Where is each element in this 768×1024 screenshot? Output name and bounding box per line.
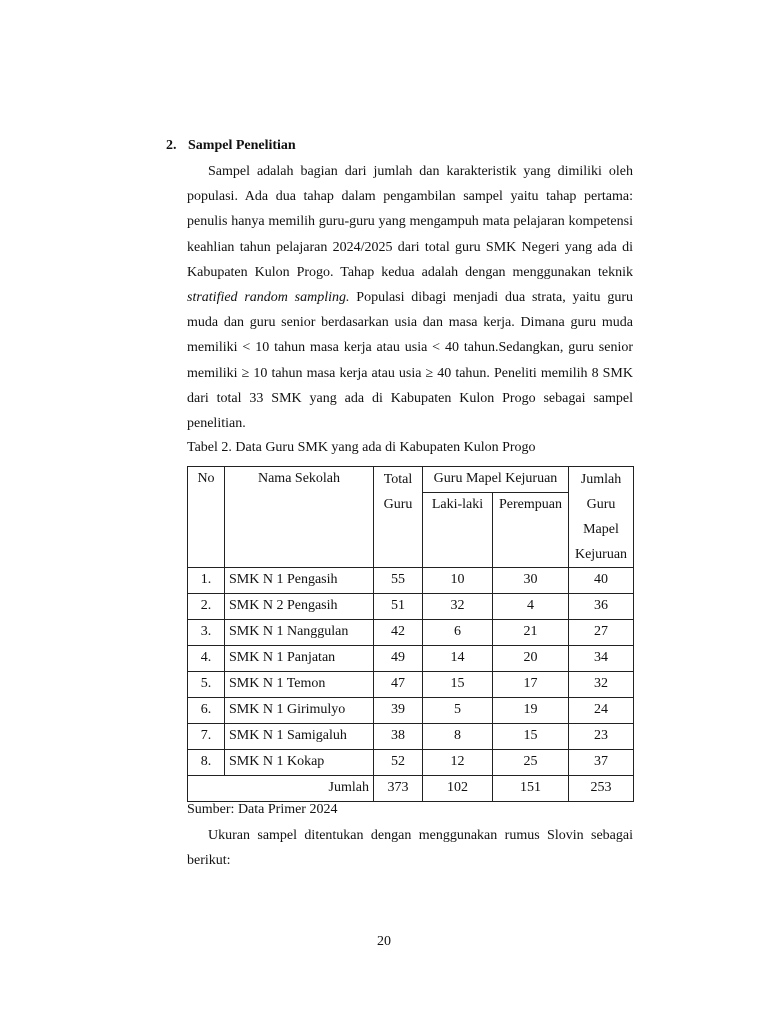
header-no: No — [188, 467, 225, 568]
cell-school: SMK N 1 Kokap — [225, 750, 374, 776]
section-title: Sampel Penelitian — [188, 138, 296, 153]
table-total-row — [188, 776, 634, 802]
cell-total: 49 — [374, 646, 423, 672]
header-female: Perempuan — [493, 493, 569, 568]
header-male: Laki-laki — [423, 493, 493, 568]
paragraph-line: muda dan guru senior berdasarkan usia dan masa kerja. Dimana guru muda — [187, 315, 633, 331]
total-male: 102 — [423, 776, 493, 802]
cell-female: 20 — [493, 646, 569, 672]
cell-no: 1. — [188, 568, 225, 594]
cell-school: SMK N 1 Samigaluh — [225, 724, 374, 750]
paragraph-line-rest: Populasi dibagi menjadi dua strata, yaitu guru — [356, 289, 633, 305]
cell-sum: 37 — [569, 750, 634, 776]
cell-male: 12 — [423, 750, 493, 776]
header-group: Guru Mapel Kejuruan — [423, 467, 569, 493]
cell-no: 2. — [188, 594, 225, 620]
paragraph-sample-definition — [187, 159, 633, 436]
cell-sum: 24 — [569, 698, 634, 724]
cell-school: SMK N 1 Nanggulan — [225, 620, 374, 646]
header-sum-line: Mapel — [583, 522, 619, 537]
cell-total: 51 — [374, 594, 423, 620]
italic-term: stratified random sampling. — [187, 289, 350, 305]
section-heading — [166, 136, 296, 156]
paragraph-line: Kabupaten Kulon Progo. Tahap kedua adalah dengan menggunakan teknik — [187, 264, 633, 280]
cell-total: 55 — [374, 568, 423, 594]
table-header-row — [188, 467, 634, 493]
header-total — [374, 467, 423, 568]
total-guru: 373 — [374, 776, 423, 802]
cell-sum: 36 — [569, 594, 634, 620]
paragraph-line: Sampel adalah bagian dari jumlah dan karakteristik yang dimiliki oleh — [208, 164, 633, 179]
header-total-line: Guru — [383, 497, 413, 512]
header-sum-line: Guru — [586, 497, 616, 512]
total-female: 151 — [493, 776, 569, 802]
cell-male: 14 — [423, 646, 493, 672]
cell-female: 17 — [493, 672, 569, 698]
cell-female: 4 — [493, 594, 569, 620]
cell-female: 25 — [493, 750, 569, 776]
paragraph-line: berikut: — [187, 853, 231, 869]
section-number: 2. — [166, 138, 177, 153]
cell-school: SMK N 1 Panjatan — [225, 646, 374, 672]
cell-no: 7. — [188, 724, 225, 750]
cell-female: 30 — [493, 568, 569, 594]
cell-total: 38 — [374, 724, 423, 750]
header-sum — [569, 467, 634, 568]
table-row — [188, 620, 634, 646]
paragraph-line: dari total 33 SMK yang ada di Kabupaten Kulon Progo sebagai sampel — [187, 390, 633, 406]
cell-sum: 32 — [569, 672, 634, 698]
total-label: Jumlah — [188, 776, 374, 802]
cell-female: 15 — [493, 724, 569, 750]
cell-total: 39 — [374, 698, 423, 724]
cell-total: 47 — [374, 672, 423, 698]
paragraph-line: Ukuran sampel ditentukan dengan menggunakan rumus Slovin sebagai — [208, 828, 633, 843]
cell-no: 8. — [188, 750, 225, 776]
cell-male: 5 — [423, 698, 493, 724]
cell-no: 6. — [188, 698, 225, 724]
cell-male: 32 — [423, 594, 493, 620]
total-sum: 253 — [569, 776, 634, 802]
cell-sum: 27 — [569, 620, 634, 646]
cell-total: 52 — [374, 750, 423, 776]
cell-male: 15 — [423, 672, 493, 698]
teacher-data-table — [187, 466, 634, 802]
cell-school: SMK N 2 Pengasih — [225, 594, 374, 620]
cell-no: 4. — [188, 646, 225, 672]
cell-no: 3. — [188, 620, 225, 646]
paragraph-line: penelitian. — [187, 415, 246, 431]
cell-female: 19 — [493, 698, 569, 724]
cell-male: 8 — [423, 724, 493, 750]
cell-male: 10 — [423, 568, 493, 594]
paragraph-line: penulis hanya memilih guru-guru yang mengampuh mata pelajaran kompetensi — [187, 214, 633, 230]
cell-male: 6 — [423, 620, 493, 646]
cell-sum: 23 — [569, 724, 634, 750]
cell-total: 42 — [374, 620, 423, 646]
paragraph-line: populasi. Ada dua tahap dalam pengambilan sampel yaitu tahap pertama: — [187, 189, 633, 205]
paragraph-slovin — [187, 823, 633, 873]
table-row — [188, 568, 634, 594]
table-row — [188, 698, 634, 724]
header-sum-line: Jumlah — [580, 472, 622, 487]
header-school: Nama Sekolah — [225, 467, 374, 568]
table-source: Sumber: Data Primer 2024 — [187, 802, 338, 817]
paragraph-line-with-italic — [187, 285, 633, 310]
header-total-line: Total — [383, 472, 413, 487]
table-row — [188, 724, 634, 750]
table-row — [188, 594, 634, 620]
table-row — [188, 646, 634, 672]
header-sum-line: Kejuruan — [574, 547, 628, 562]
paragraph-line: keahlian tahun pelajaran 2024/2025 dari total guru SMK Negeri yang ada di — [187, 239, 633, 255]
cell-sum: 34 — [569, 646, 634, 672]
table-row — [188, 672, 634, 698]
table-caption: Tabel 2. Data Guru SMK yang ada di Kabupaten Kulon Progo — [187, 440, 536, 455]
paragraph-line: memiliki ≥ 10 tahun masa kerja atau usia ≥ 40 tahun. Peneliti memilih 8 SMK — [187, 365, 633, 381]
cell-sum: 40 — [569, 568, 634, 594]
cell-school: SMK N 1 Pengasih — [225, 568, 374, 594]
cell-no: 5. — [188, 672, 225, 698]
paragraph-line: memiliki < 10 tahun masa kerja atau usia < 40 tahun.Sedangkan, guru senior — [187, 340, 633, 356]
page-number: 20 — [377, 934, 391, 949]
table-row — [188, 750, 634, 776]
cell-female: 21 — [493, 620, 569, 646]
cell-school: SMK N 1 Girimulyo — [225, 698, 374, 724]
cell-school: SMK N 1 Temon — [225, 672, 374, 698]
